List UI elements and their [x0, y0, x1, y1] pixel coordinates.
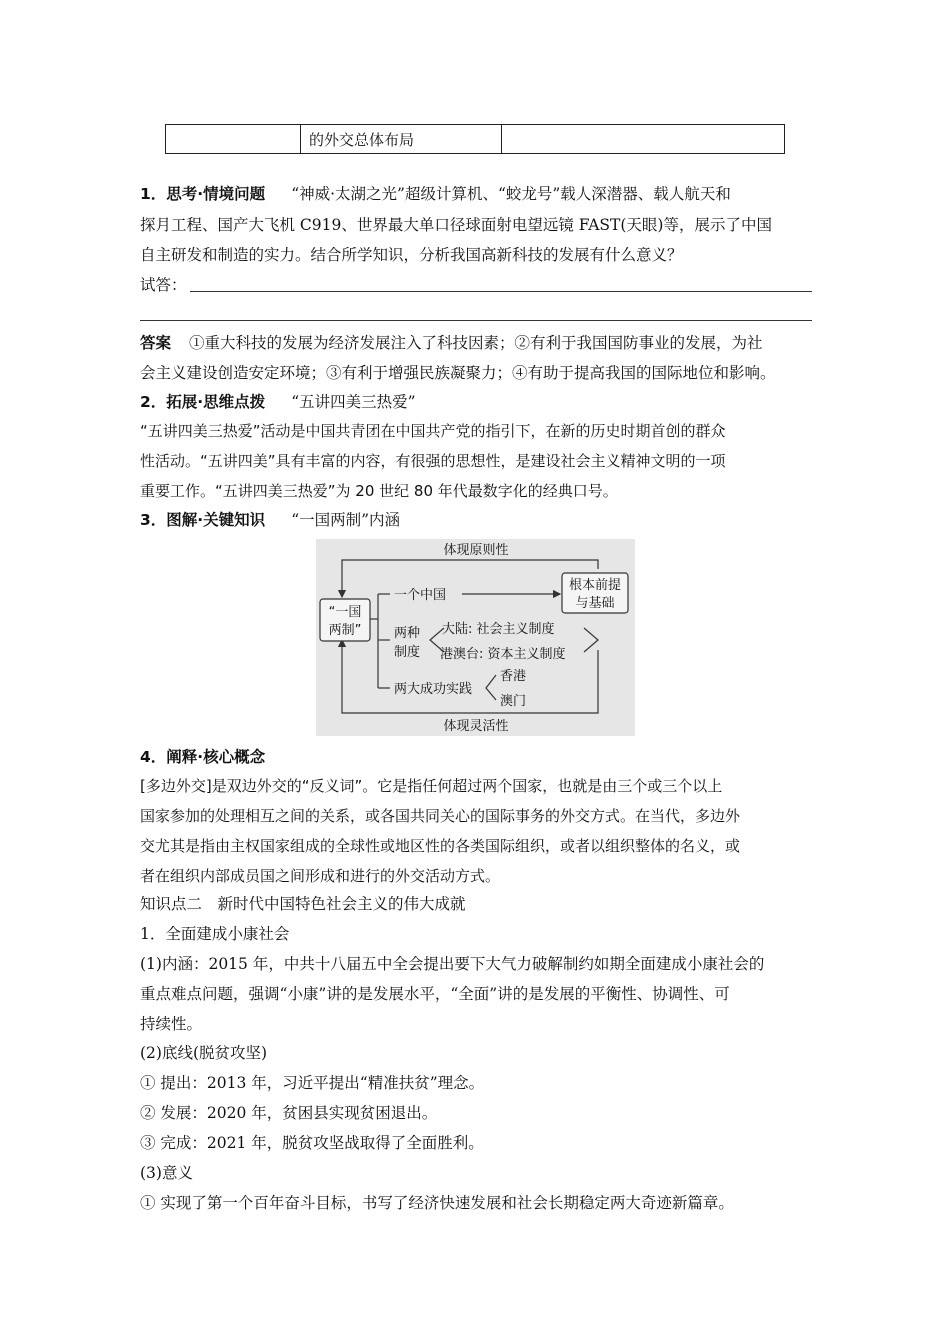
list-item: ② 发展：2020 年，贫困县实现贫困退出。 [140, 1104, 438, 1122]
q1-heading: 1．思考·情境问题 [140, 185, 266, 203]
q1-text: 探月工程、国产大飞机 C919、世界最大单口径球面射电望远镜 FAST(天眼)等，展示了中国 [140, 216, 772, 234]
two-systems-label-2: 制度 [394, 645, 421, 660]
hong-kong-label: 香港 [500, 669, 527, 684]
paragraph-line: (2)底线(脱贫攻坚) [140, 1044, 268, 1062]
q1-text: “神威·太湖之光”超级计算机、“蛟龙号”载人深潜器、载人航天和 [291, 185, 731, 203]
answer-text: ①重大科技的发展为经济发展注入了科技因素；②有利于我国国防事业的发展，为社 [189, 334, 763, 352]
answer-text: 会主义建设创造安定环境；③有利于增强民族凝聚力；④有助于提高我国的国际地位和影响。 [140, 364, 776, 382]
answer-line [140, 333, 763, 353]
q2-text: 性活动。“五讲四美”具有丰富的内容，有很强的思想性，是建设社会主义精神文明的一项 [140, 452, 726, 470]
q3-topic: “一国两制”内涵 [291, 511, 401, 529]
subsection-title: 1．全面建成小康社会 [140, 925, 290, 943]
basis-label-1: 根本前提 [568, 578, 622, 593]
q3-line [140, 510, 400, 530]
summary-table-fragment [165, 124, 785, 154]
q2-topic: “五讲四美三热爱” [291, 393, 416, 411]
q1-text: 自主研发和制造的实力。结合所学知识，分析我国高新科技的发展有什么意义？ [140, 246, 683, 264]
bottom-label: 体现灵活性 [443, 719, 509, 734]
q3-heading: 3．图解·关键知识 [140, 511, 266, 529]
one-china-label: 一个中国 [394, 588, 447, 603]
q2-text: “五讲四美三热爱”活动是中国共青团在中国共产党的指引下，在新的历史时期首创的群众 [140, 422, 726, 440]
one-country-two-systems-diagram [316, 539, 635, 736]
q4-text: [多边外交]是双边外交的“反义词”。它是指任何超过两个国家，也就是由三个或三个以上 [140, 777, 723, 795]
top-label: 体现原则性 [443, 543, 509, 558]
center-label-2: 两制” [328, 623, 362, 638]
q4-text: 国家参加的处理相互之间的关系，或各国共同关心的国际事务的外交方式。在当代，多边外 [140, 807, 741, 825]
basis-label-2: 与基础 [575, 596, 615, 611]
diagram-svg [316, 539, 635, 736]
q4-text: 者在组织内部成员国之间形成和进行的外交活动方式。 [140, 867, 501, 885]
q4-text: 交尤其是指由主权国家组成的全球性或地区性的各类国际组织，或者以组织整体的名义，或 [140, 837, 741, 855]
two-systems-label-1: 两种 [394, 626, 421, 641]
top-loop-arrow [342, 560, 598, 597]
paragraph-line: (1)内涵：2015 年，中共十八届五中全会提出要下大气力破解制约如期全面建成小康社会的 [140, 955, 765, 973]
try-answer-label: 试答： [140, 276, 187, 294]
q4-heading: 4．阐释·核心概念 [140, 748, 266, 766]
list-item: ① 实现了第一个百年奋斗目标，书写了经济快速发展和社会长期稳定两大奇迹新篇章。 [140, 1194, 734, 1212]
answer-blank-line [140, 320, 812, 321]
table-row [166, 125, 785, 154]
table-cell [166, 125, 301, 154]
list-item: ③ 完成：2021 年，脱贫攻坚战取得了全面胜利。 [140, 1134, 484, 1152]
paragraph-line: 重点难点问题，强调“小康”讲的是发展水平，“全面”讲的是发展的平衡性、协调性、可 [140, 985, 730, 1003]
q1-line [140, 184, 731, 204]
center-label-1: “一国 [328, 605, 362, 620]
answer-blank-line [190, 291, 812, 292]
section-title: 知识点二 新时代中国特色社会主义的伟大成就 [140, 895, 466, 913]
paragraph-line: 持续性。 [140, 1015, 203, 1033]
table-cell [502, 125, 785, 154]
macau-label: 澳门 [500, 694, 527, 709]
table-cell: 的外交总体布局 [301, 125, 502, 154]
q2-text: 重要工作。“五讲四美三热爱”为 20 世纪 80 年代最数字化的经典口号。 [140, 482, 618, 500]
list-item: ① 提出：2013 年，习近平提出“精准扶贫”理念。 [140, 1074, 485, 1092]
q2-line [140, 392, 416, 412]
mainland-label: 大陆: 社会主义制度 [442, 622, 555, 637]
q2-heading: 2．拓展·思维点拨 [140, 393, 266, 411]
hmt-label: 港澳台: 资本主义制度 [440, 647, 566, 662]
paragraph-line: (3)意义 [140, 1164, 193, 1182]
answer-label: 答案 [140, 334, 172, 352]
practice-label: 两大成功实践 [394, 682, 473, 697]
